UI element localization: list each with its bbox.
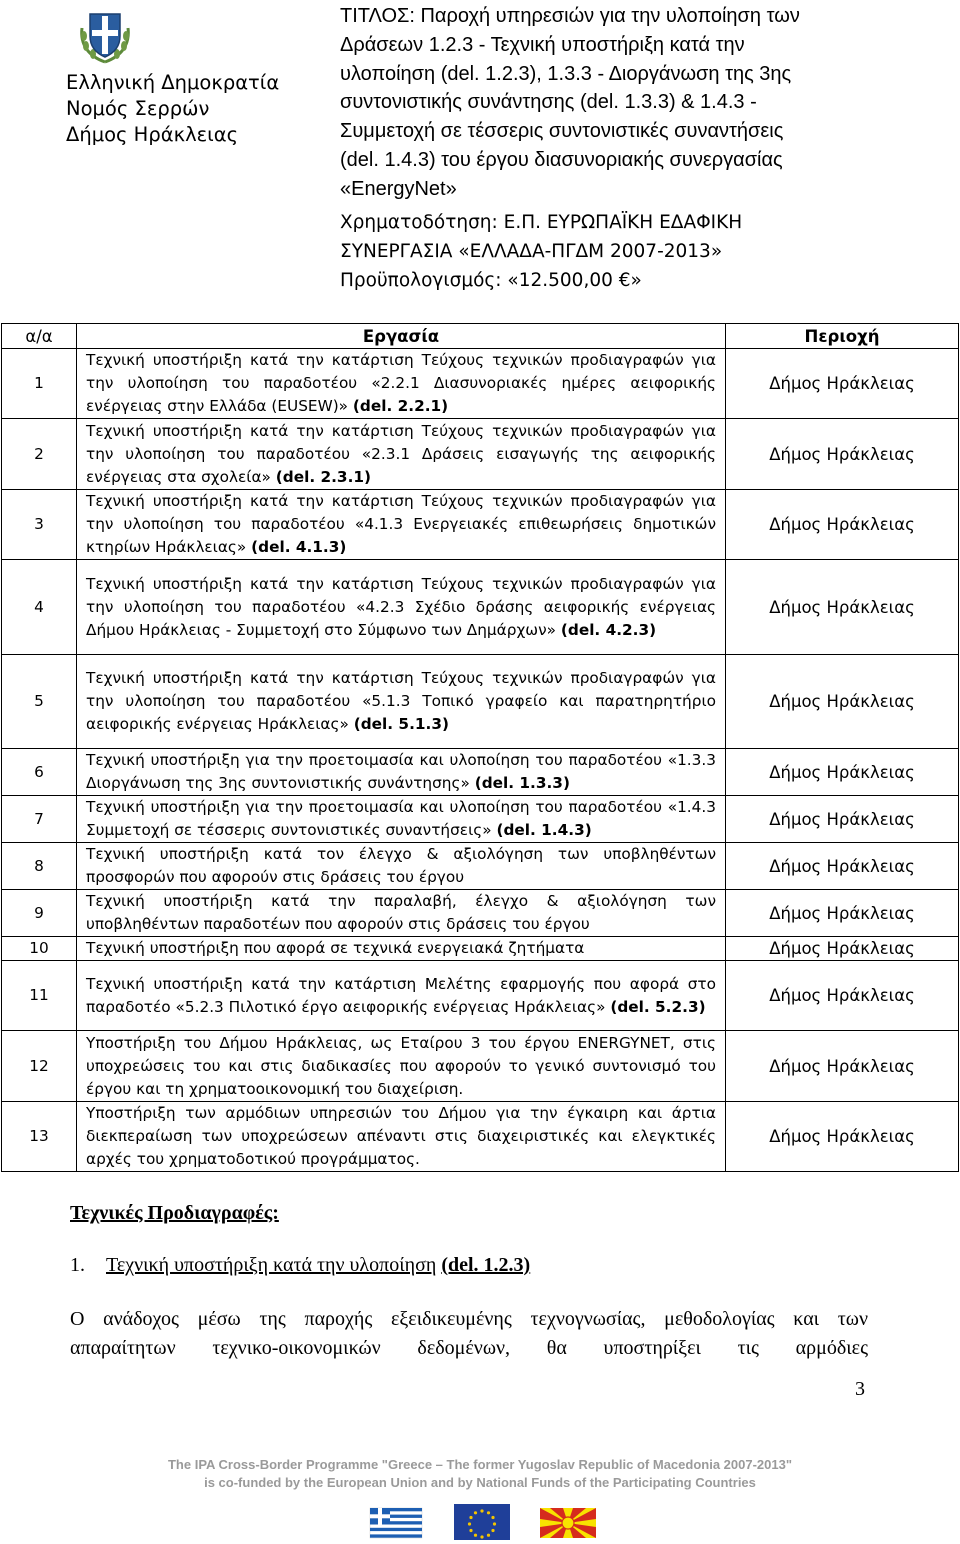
- title-line: ΤΙΤΛΟΣ: Παροχή υπηρεσιών για την υλοποίηση των: [340, 5, 800, 27]
- issuer-line: Νομός Σερρών: [66, 97, 210, 120]
- task-text: Τεχνική υποστήριξη κατά την κατάρτιση Τεύχους τεχνικών προδιαγραφών για την υλοποίηση του παραδοτέου «4.2.3 Σχέδιο δράσης αειφορικής ενέργειας Δήμου Ηράκλειας - Συμμετοχή στο Σύμφωνο των Δημάρχων»: [86, 574, 716, 639]
- funding-block: [340, 208, 940, 295]
- row-number: 6: [2, 749, 77, 796]
- greek-emblem-logo: [76, 6, 134, 64]
- row-number: 4: [2, 560, 77, 655]
- footer-cofunding-line: is co-funded by the European Union and by National Funds of the Participating Countries: [204, 1475, 756, 1490]
- header-area: Περιοχή: [726, 324, 959, 349]
- row-area: Δήμος Ηράκλειας: [726, 749, 959, 796]
- deliverable-ref: (del. 2.2.1): [352, 397, 449, 415]
- task-text: Τεχνική υποστήριξη κατά την κατάρτιση Τεύχους τεχνικών προδιαγραφών για την υλοποίηση του παραδοτέου «5.1.3 Τοπικό γραφείο και παρατηρητήριο αειφορικής ενέργειας Ηράκλειας»: [86, 669, 716, 733]
- issuer-line: Δήμος Ηράκλειας: [66, 123, 239, 146]
- spec-paragraph: [70, 1305, 868, 1363]
- deliverable-ref: (del. 1.4.3): [496, 821, 592, 839]
- issuer-line: Ελληνική Δημοκρατία: [66, 71, 280, 94]
- row-number: 10: [2, 937, 77, 961]
- task-text: Τεχνική υποστήριξη κατά την κατάρτιση Τεύχους τεχνικών προδιαγραφών για την υλοποίηση του παραδοτέου «2.3.1 Δράσεις εισαγωγής της αειφορικής ενέργειας στα σχολεία»: [86, 421, 716, 486]
- title-line: «EnergyNet»: [340, 177, 457, 200]
- issuer-block: [66, 70, 296, 148]
- row-task: [77, 490, 726, 560]
- row-number: 2: [2, 419, 77, 490]
- eu-flag-icon: [454, 1504, 510, 1540]
- task-text: Υποστήριξη των αρμόδιων υπηρεσιών του Δήμου για την έγκαιρη και άρτια διεκπεραίωση των υποχρεώσεων απέναντι στις διαχειριστικές και ελεγκτικές αρχές του χρηματοδοτικού προγράμματος.: [86, 1104, 716, 1168]
- task-text: Τεχνική υποστήριξη κατά την κατάρτιση Τεύχους τεχνικών προδιαγραφών για την υλοποίηση του παραδοτέου «4.1.3 Ενεργειακές επιθεωρήσεις δημοτικών κτηρίων Ηράκλειας»: [86, 492, 716, 556]
- tasks-table: [1, 323, 959, 1172]
- table-row: [2, 490, 959, 560]
- deliverable-ref: (del. 4.2.3): [560, 620, 657, 639]
- task-text: Τεχνική υποστήριξη κατά τον έλεγχο & αξιολόγηση των υποβληθέντων προσφορών που αφορούν στις δράσεις του έργου: [86, 845, 716, 886]
- task-text: Τεχνική υποστήριξη για την προετοιμασία και υλοποίηση του παραδοτέου «1.4.3 Συμμετοχή σε τέσσερις συντονιστικές συναντήσεις»: [86, 798, 716, 839]
- row-area: Δήμος Ηράκλειας: [726, 843, 959, 890]
- row-area: Δήμος Ηράκλειας: [726, 1031, 959, 1102]
- table-row: [2, 749, 959, 796]
- table-row: [2, 890, 959, 937]
- table-row: [2, 843, 959, 890]
- funding-line: ΣΥΝΕΡΓΑΣΙΑ «ΕΛΛΑΔΑ-ΠΓΔΜ 2007-2013»: [340, 241, 723, 262]
- table-row: [2, 796, 959, 843]
- row-area: Δήμος Ηράκλειας: [726, 890, 959, 937]
- deliverable-ref: (del. 5.1.3): [353, 715, 449, 733]
- table-row: [2, 1031, 959, 1102]
- footer-programme-line: The IPA Cross-Border Programme "Greece – The former Yugoslav Republic of Macedonia 2007-2013": [167, 1457, 793, 1472]
- page-number: 3: [855, 1378, 865, 1400]
- task-text: Τεχνική υποστήριξη κατά την κατάρτιση Μελέτης εφαρμογής που αφορά στο παραδοτέο «5.2.3 Πιλοτικό έργο αειφορικής ενέργειας Ηράκλειας»: [86, 974, 716, 1016]
- task-text: Τεχνική υποστήριξη κατά την κατάρτιση Τεύχους τεχνικών προδιαγραφών για την υλοποίηση του παραδοτέου «2.2.1 Διασυνοριακές ημέρες αειφορικής ενέργειας στην Ελλάδα (EUSEW)»: [86, 351, 716, 415]
- row-task: [77, 937, 726, 961]
- row-area: Δήμος Ηράκλειας: [726, 937, 959, 961]
- title-line: συντονιστικής συνάντησης (del. 1.3.3) & 1.4.3 -: [340, 91, 757, 114]
- row-area: Δήμος Ηράκλειας: [726, 349, 959, 419]
- row-area: Δήμος Ηράκλειας: [726, 655, 959, 749]
- table-row: [2, 1102, 959, 1172]
- table-row: [2, 349, 959, 419]
- row-task: [77, 655, 726, 749]
- deliverable-ref: (del. 5.2.3): [610, 997, 706, 1016]
- row-area: Δήμος Ηράκλειας: [726, 961, 959, 1031]
- row-task: [77, 560, 726, 655]
- footer-flags: [368, 1502, 598, 1540]
- document-title: [340, 2, 940, 204]
- row-area: Δήμος Ηράκλειας: [726, 796, 959, 843]
- row-number: 3: [2, 490, 77, 560]
- paragraph-line: Ο ανάδοχος μέσω της παροχής εξειδικευμένης τεχνογνωσίας, μεθοδολογίας και των: [70, 1308, 868, 1330]
- table-row: [2, 560, 959, 655]
- row-number: 8: [2, 843, 77, 890]
- row-number: 1: [2, 349, 77, 419]
- deliverable-ref: (del. 2.3.1): [275, 467, 372, 486]
- task-text: Υποστήριξη του Δήμου Ηράκλειας, ως Εταίρου 3 του έργου ENERGYNET, στις υποχρεώσεις του και στις διαδικασίες που αφορούν το γενικό συντονισμό του έργου και τη χρηματοοικονομική του διαχείριση.: [86, 1033, 716, 1098]
- deliverable-ref: (del. 4.1.3): [251, 538, 347, 556]
- row-number: 5: [2, 655, 77, 749]
- row-task: [77, 890, 726, 937]
- greek-flag-icon: [370, 1508, 422, 1538]
- deliverable-ref: (del. 1.3.3): [474, 774, 570, 792]
- spec-item-del: (del. 1.2.3): [441, 1254, 531, 1276]
- table-row: [2, 961, 959, 1031]
- task-text: Τεχνική υποστήριξη για την προετοιμασία και υλοποίηση του παραδοτέου «1.3.3 Διοργάνωση της 3ης συντονιστικής συνάντησης»: [86, 751, 716, 792]
- title-line: (del. 1.4.3) του έργου διασυνοριακής συνεργασίας: [340, 148, 783, 171]
- title-line: Δράσεων 1.2.3 - Τεχνική υποστήριξη κατά την: [340, 33, 745, 56]
- header-task: Εργασία: [77, 324, 726, 349]
- table-row: [2, 419, 959, 490]
- row-number: 7: [2, 796, 77, 843]
- table-row: [2, 655, 959, 749]
- table-row: [2, 937, 959, 961]
- macedonian-flag-icon: [540, 1508, 596, 1538]
- row-number: 9: [2, 890, 77, 937]
- row-number: 13: [2, 1102, 77, 1172]
- row-area: Δήμος Ηράκλειας: [726, 419, 959, 490]
- task-text: Τεχνική υποστήριξη που αφορά σε τεχνικά ενεργειακά ζητήματα: [86, 939, 585, 957]
- row-task: [77, 961, 726, 1031]
- spec-item-number: 1.: [70, 1254, 85, 1276]
- budget-line: Προϋπολογισμός: «12.500,00 €»: [340, 270, 642, 291]
- row-number: 11: [2, 961, 77, 1031]
- header-num: α/α: [2, 324, 77, 349]
- row-task: [77, 796, 726, 843]
- funding-line: Χρηματοδότηση: Ε.Π. ΕΥΡΩΠΑΪΚΗ ΕΔΑΦΙΚΗ: [340, 212, 743, 233]
- row-number: 12: [2, 1031, 77, 1102]
- title-line: Συμμετοχή σε τέσσερις συντονιστικές συναντήσεις: [340, 120, 784, 143]
- title-line: υλοποίηση (del. 1.2.3), 1.3.3 - Διοργάνωση της 3ης: [340, 62, 792, 85]
- row-area: Δήμος Ηράκλειας: [726, 1102, 959, 1172]
- row-area: Δήμος Ηράκλειας: [726, 490, 959, 560]
- row-task: [77, 419, 726, 490]
- row-task: [77, 1102, 726, 1172]
- row-task: [77, 1031, 726, 1102]
- specs-heading: Τεχνικές Προδιαγραφές:: [70, 1202, 279, 1224]
- task-text: Τεχνική υποστήριξη κατά την παραλαβή, έλεγχο & αξιολόγηση των υποβληθέντων παραδοτέων που αφορούν στις δράσεις του έργου: [86, 892, 716, 933]
- table-header-row: [2, 324, 959, 349]
- row-area: Δήμος Ηράκλειας: [726, 560, 959, 655]
- spec-item-text: Τεχνική υποστήριξη κατά την υλοποίηση: [106, 1254, 437, 1276]
- paragraph-line: απαραίτητων τεχνικο-οικονομικών δεδομένων, θα υποστηρίξει τις αρμόδιες: [70, 1337, 868, 1359]
- row-task: [77, 349, 726, 419]
- row-task: [77, 749, 726, 796]
- spec-item: [70, 1254, 530, 1277]
- row-task: [77, 843, 726, 890]
